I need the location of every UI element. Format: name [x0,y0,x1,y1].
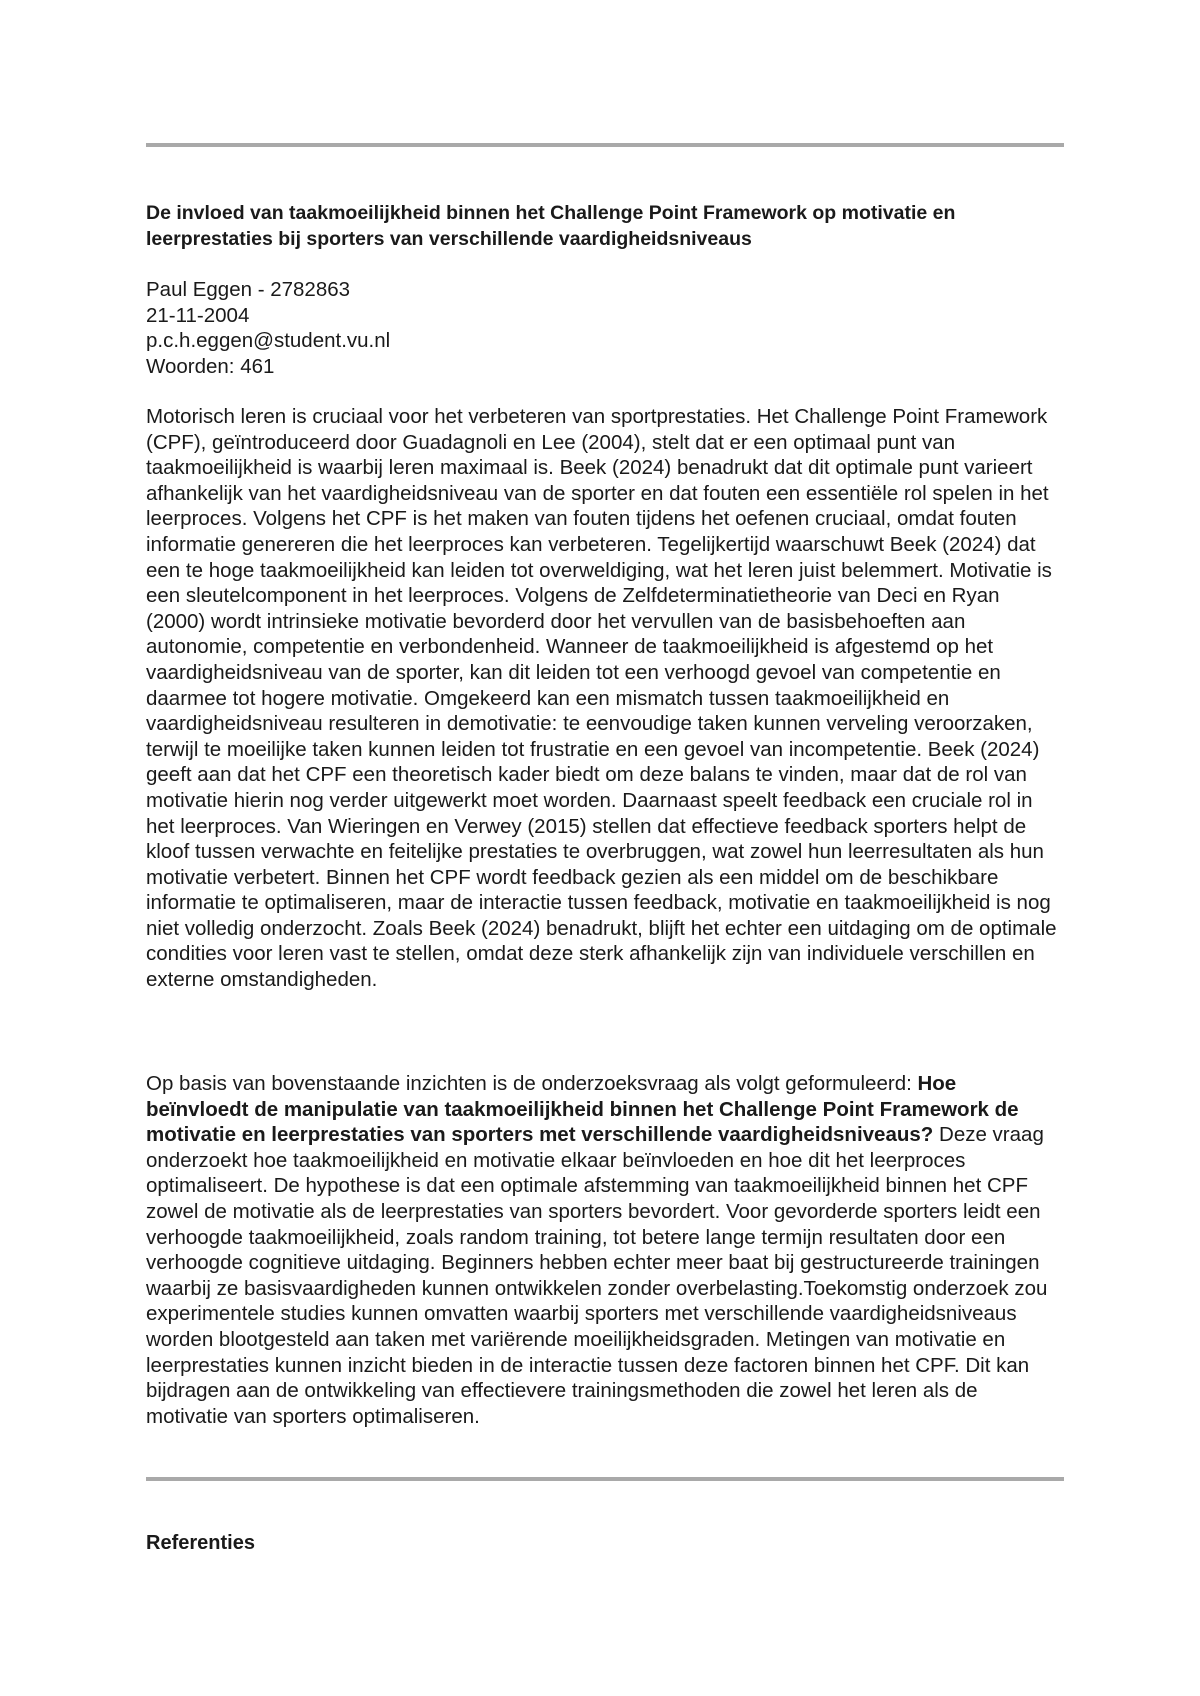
research-question: Hoe beïnvloedt de manipulatie van taakmoeilijkheid binnen het Challenge Point Framework de motivatie en leerprestaties van sporters met verschillende vaardigheidsniveaus? [146,1072,1019,1147]
body-paragraph-2 [146,1071,1064,1429]
email-line: p.c.h.eggen@student.vu.nl [146,329,391,352]
word-count-line: Woorden: 461 [146,354,275,378]
references-heading: Referenties [146,1532,255,1554]
paragraph-2-intro: Op basis van bovenstaande inzichten is de onderzoeksvraag als volgt geformuleerd: [146,1072,918,1095]
date-line: 21-11-2004 [146,303,250,327]
paragraph-2-rest: Deze vraag onderzoekt hoe taakmoeilijkheid en motivatie elkaar beïnvloeden en hoe dit het leerproces optimaliseert. De hypothese is dat een optimale afstemming van taakmoeilijkheid binnen het CPF zowel de motivatie als de leerprestaties van sporters bevordert. Voor gevorderde sporters leidt een verhoogde taakmoeilijkheid, zoals random training, tot betere lange termijn resultaten door een verhoogde cognitieve uitdaging. Beginners hebben echter meer baat bij gestructureerde trainingen waarbij ze basisvaardigheden kunnen ontwikkelen zonder overbelasting.Toekomstig onderzoek zou experimentele studies kunnen omvatten waarbij sporters met verschillende vaardigheidsniveaus worden blootgesteld aan taken met variërende moeilijkheidsgraden. Metingen van motivatie en leerprestaties kunnen inzicht bieden in de interactie tussen deze factoren binnen het CPF. Dit kan bijdragen aan de ontwikkeling van effectievere trainingsmethoden die zowel het leren als de motivatie van sporters optimaliseren. [146,1123,1048,1428]
bottom-divider [146,1477,1064,1481]
top-divider [146,143,1064,147]
author-line: Paul Eggen - 2782863 [146,278,351,301]
document-title: De invloed van taakmoeilijkheid binnen het Challenge Point Framework op motivatie en leerprestaties bij sporters van verschillende vaardigheidsniveaus [146,202,956,250]
body-paragraph-1: Motorisch leren is cruciaal voor het verbeteren van sportprestaties. Het Challenge Point Framework (CPF), geïntroduceerd door Guadagnoli en Lee (2004), stelt dat er een optimaal punt van taakmoeilijkheid is waarbij leren maximaal is. Beek (2024) benadrukt dat dit optimale punt varieert afhankelijk van het vaardigheidsniveau van de sporter en dat fouten een essentiële rol spelen in het leerproces. Volgens het CPF is het maken van fouten tijdens het oefenen cruciaal, omdat fouten informatie genereren die het leerproces kan verbeteren. Tegelijkertijd waarschuwt Beek (2024) dat een te hoge taakmoeilijkheid kan leiden tot overweldiging, wat het leren juist belemmert. Motivatie is een sleutelcomponent in het leerproces. Volgens de Zelfdeterminatietheorie van Deci en Ryan (2000) wordt intrinsieke motivatie bevorderd door het vervullen van de basisbehoeften aan autonomie, competentie en verbondenheid. Wanneer de taakmoeilijkheid is afgestemd op het vaardigheidsniveau van de sporter, kan dit leiden tot een verhoogd gevoel van competentie en daarmee tot hogere motivatie. Omgekeerd kan een mismatch tussen taakmoeilijkheid en vaardigheidsniveau resulteren in demotivatie: te eenvoudige taken kunnen verveling veroorzaken, terwijl te moeilijke taken kunnen leiden tot frustratie en een gevoel van incompetentie. Beek (2024) geeft aan dat het CPF een theoretisch kader biedt om deze balans te vinden, maar dat de rol van motivatie hierin nog verder uitgewerkt moet worden. Daarnaast speelt feedback een cruciale rol in het leerproces. Van Wieringen en Verwey (2015) stellen dat effectieve feedback sporters helpt de kloof tussen verwachte en feitelijke prestaties te overbruggen, wat zowel hun leerresultaten als hun motivatie verbetert. Binnen het CPF wordt feedback gezien als een middel om de beschikbare informatie te optimaliseren, maar de interactie tussen feedback, motivatie en taakmoeilijkheid is nog niet volledig onderzocht. Zoals Beek (2024) benadrukt, blijft het echter een uitdaging om de optimale condities voor leren vast te stellen, omdat deze sterk afhankelijk zijn van individuele verschillen en externe omstandigheden. [146,405,1057,992]
author-info [146,277,390,379]
